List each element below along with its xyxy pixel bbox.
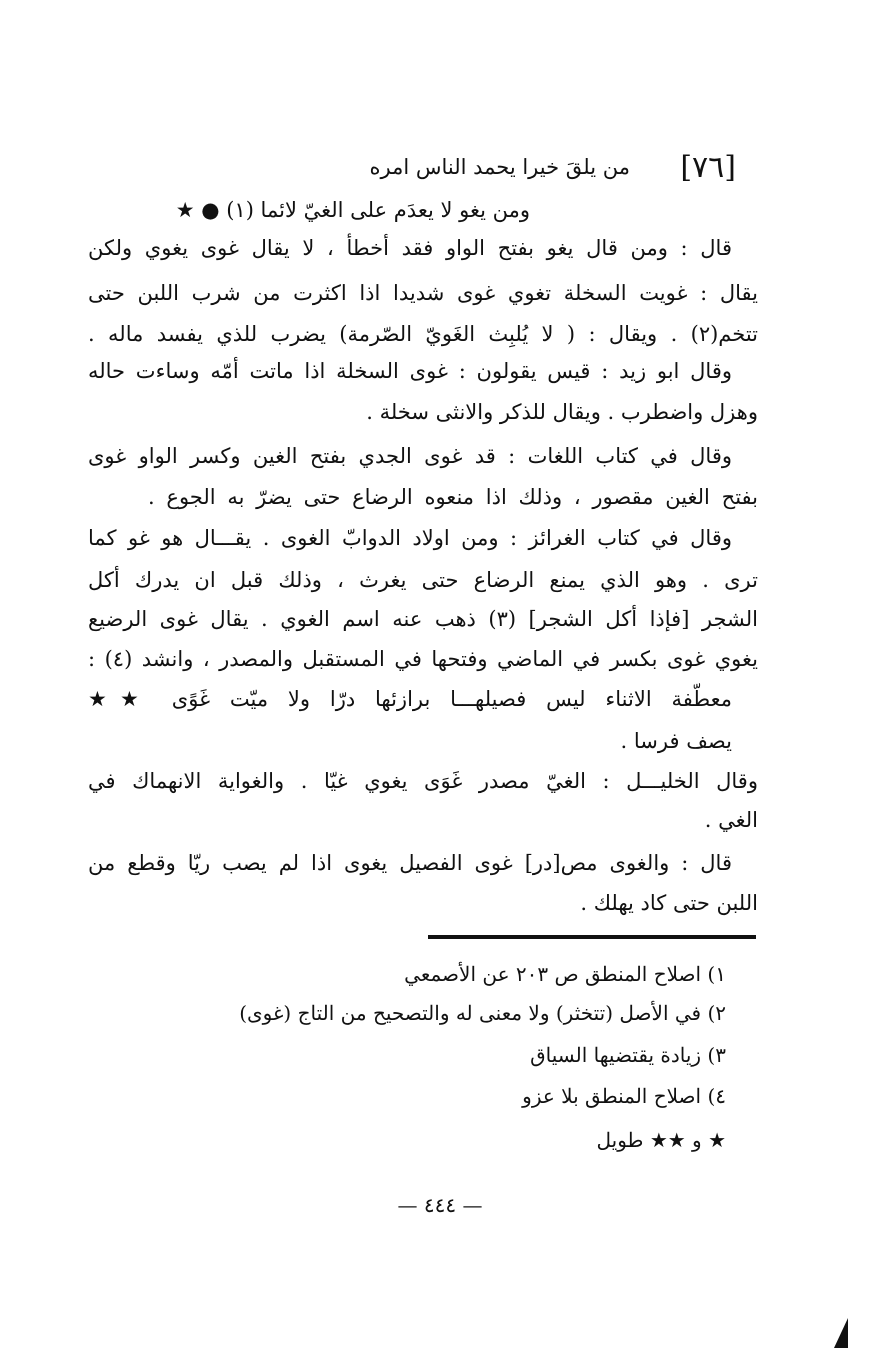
text-line-2: يقال : غويت السخلة تغوي غوى شديدا اذا اكثرت من شرب اللبن حتى <box>88 281 758 305</box>
text-line-14: وقال الخليـــل : الغيّ مصدر غَوَى يغوي غيّا . والغواية الانهماك في <box>88 769 758 793</box>
poem-line: معطّفة الاثناء ليس فصيلهـــا برازئها درّا ولا ميّت غَوًى ★★ <box>88 687 732 711</box>
page-number: — ٤٤٤ — <box>397 1193 483 1217</box>
text-line-17: اللبن حتى كاد يهلك . <box>580 891 758 915</box>
verse-line-2: ومن يغو لا يعدَم على الغيّ لائما (١) ● ★ <box>175 198 530 222</box>
text-line-9: ترى . وهو الذي يمنع الرضاع حتى يغرث ، وذلك قبل ان يدرك أكل <box>88 568 758 592</box>
footnote-meter: ★ و ★★ طويل <box>596 1128 726 1152</box>
verse-number: [٧٦] <box>680 150 736 185</box>
footnote-1: ١) اصلاح المنطق ص ٢٠٣ عن الأصمعي <box>404 962 726 986</box>
text-line-1: قال : ومن قال يغو بفتح الواو فقد أخطأ ، لا يقال غوى يغوي ولكن <box>88 236 732 260</box>
text-line-8: وقال في كتاب الغرائز : ومن اولاد الدوابّ الغوى . يقـــال هو غو كما <box>88 526 732 550</box>
text-line-7: بفتح الغين مقصور ، وذلك اذا منعوه الرضاع حتى يضرّ به الجوع . <box>148 485 758 509</box>
text-line-4: وقال ابو زيد : قيس يقولون : غوى السخلة اذا ماتت أمّه وساءت حاله <box>88 359 732 383</box>
verse-line-1: من يلقَ خيرا يحمد الناس امره <box>369 155 630 179</box>
text-line-10: الشجر [فإذا أكل الشجر] (٣) ذهب عنه اسم الغوي . يقال غوى الرضيع <box>88 607 758 631</box>
footnote-2: ٢) في الأصل (تتخثر) ولا معنى له والتصحيح من التاج (غوى) <box>239 1001 726 1025</box>
text-line-6: وقال في كتاب اللغات : قد غوى الجدي بفتح الغين وكسر الواو غوى <box>88 444 732 468</box>
text-line-5: وهزل واضطرب . ويقال للذكر والانثى سخلة . <box>366 400 758 424</box>
text-line-11: يغوي غوى بكسر في الماضي وفتحها في المستقبل والمصدر ، وانشد (٤) : <box>88 647 758 671</box>
text-line-13: يصف فرسا . <box>620 729 732 753</box>
text-line-16: قال : والغوى مص[در] غوى الفصيل يغوى اذا لم يصب ريّا وقطع من <box>88 851 732 875</box>
footnote-3: ٣) زيادة يقتضيها السياق <box>530 1043 726 1067</box>
text-line-15: الغي . <box>704 808 758 832</box>
corner-mark <box>834 1318 848 1348</box>
footnote-divider <box>428 935 756 939</box>
footnote-4: ٤) اصلاح المنطق بلا عزو <box>522 1084 726 1108</box>
text-line-3: تتخم(٢) . ويقال : ( لا يُلبِث الغَويّ الصّرمة) يضرب للذي يفسد ماله . <box>88 322 758 346</box>
